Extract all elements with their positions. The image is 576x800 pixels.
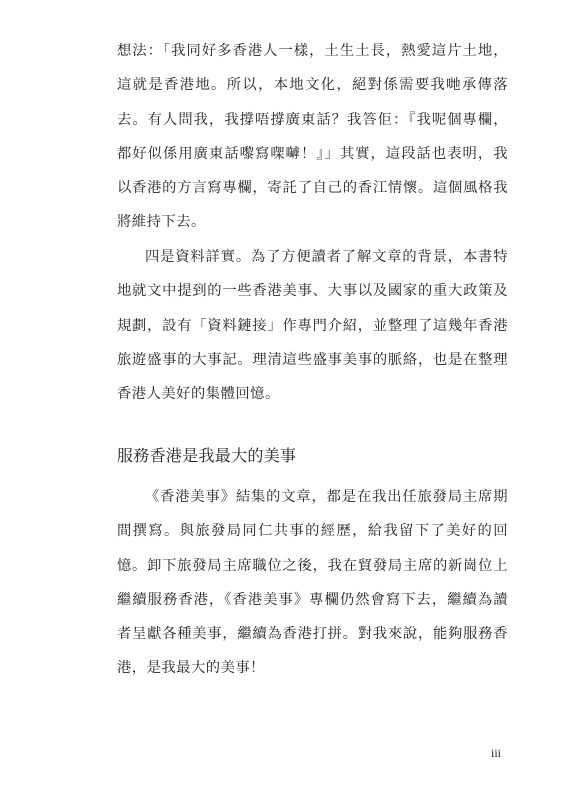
paragraph-serving-hong-kong: 《香港美事》結集的文章，都是在我出任旅發局主席期間撰寫。與旅發局同仁共事的經歷，給我留下了美好的回憶。卸下旅發局主席職位之後，我在貿發局主席的新崗位上繼續服務香港，《香港美事》專欄仍然會寫下去，繼續為讀者呈獻各種美事，繼續為香港打拼。對我來說，能夠服務香港，是我最大的美事！ [117,489,508,677]
section-heading: 服務香港是我最大的美事 [117,446,297,465]
paragraph-hong-kong-feelings: 想法：「我同好多香港人一樣，土生土長，熱愛這片土地，這就是香港地。所以，本地文化，絕對係需要我哋承傳落去。有人問我，我撐唔撐廣東話？我答佢：『我呢個專欄，都好似係用廣東話嚟寫㗎嚹！』」其實，這段話也表明，我以香港的方言寫專欄，寄託了自己的香江情懷。這個風格我將維持下去。 [117,43,508,231]
page-number: iii [491,746,502,760]
paragraph-detailed-information: 四是資料詳實。為了方便讀者了解文章的背景，本書特地就文中提到的一些香港美事、大事以及國家的重大政策及規劃，設有「資料鏈接」作專門介紹，並整理了這幾年香港旅遊盛事的大事記。理清這些盛事美事的脈絡，也是在整理香港人美好的集體回憶。 [117,249,508,403]
